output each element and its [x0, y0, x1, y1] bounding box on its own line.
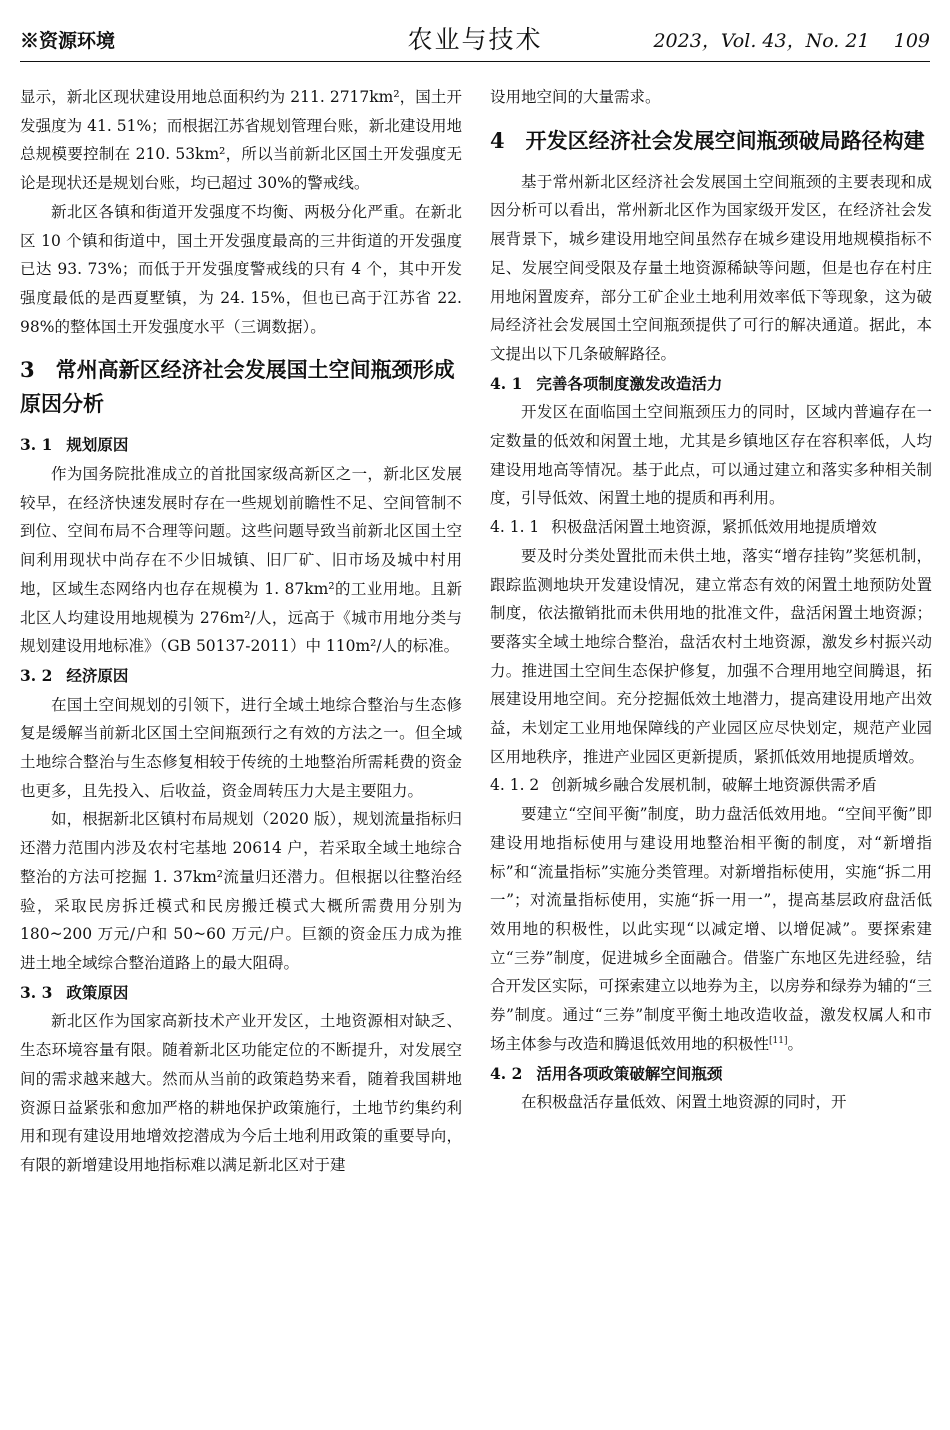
paragraph: 在国土空间规划的引领下，进行全域土地综合整治与生态修复是缓解当前新北区国土空间瓶颈行之有效的方法之一。但全域土地综合整治与生态修复相较于传统的土地整治所需耗费的资金也更多，且先投入、后收益，资金周转压力大是主要阻力。	[20, 695, 462, 800]
paragraph: 新北区各镇和街道开发强度不均衡、两极分化严重。在新北区 10 个镇和街道中，国土开发强度最高的三井街道的开发强度已达 93. 73%；而低于开发强度警戒线的只有 4 个，其中开发强度最低的是西夏墅镇，为 24. 15%，但也已高于江苏省 22. 98%的整体国土开发强度水平（三调数据）。	[20, 202, 462, 336]
heading-number: 3. 3	[20, 982, 53, 1002]
subsubsection-heading-4-1-1	[490, 513, 932, 542]
paragraph: 基于常州新北区经济社会发展国土空间瓶颈的主要表现和成因分析可以看出，常州新北区作为国家级开发区，在经济社会发展背景下，城乡建设用地空间虽然存在城乡建设用地规模指标不足、发展空间受限及存量土地资源稀缺等问题，但是也存在村庄用地闲置废弃，部分工矿企业土地利用效率低下等现象，这为破局经济社会发展国土空间瓶颈提供了可行的解决通道。据此，本文提出以下几条破解路径。	[490, 172, 932, 363]
page-header	[20, 20, 930, 58]
paragraph: 新北区作为国家高新技术产业开发区，土地资源相对缺乏、生态环境容量有限。随着新北区功能定位的不断提升，对发展空间的需求越来越大。然而从当前的政策趋势来看，随着我国耕地资源日益紧张和愈加严格的耕地保护政策施行，土地节约集约利用和现有建设用地增效挖潜成为今后土地利用政策的重要导向，有限的新增建设用地指标难以满足新北区对于建	[20, 1012, 462, 1174]
subsection-heading-4-1	[490, 370, 932, 399]
section-heading-3: 3 常州高新区经济社会发展国土空间瓶颈形成原因分析	[20, 357, 455, 417]
paragraph: 作为国务院批准成立的首批国家级高新区之一，新北区发展较早，在经济快速发展时存在一些规划前瞻性不足、空间管制不到位、空间布局不合理等问题。这些问题导致当前新北区国土空间利用现状中尚存在不少旧城镇、旧厂矿、旧市场及城中村用地，区域生态网络内也存在规模为 1. 87km²的工业用地。且新北区人均建设用地规模为 276m²/人，远高于《城市用地分类与规划建设用地标准》（GB 50137-2011）中 110m²/人的标准。	[20, 465, 462, 656]
issue-info	[653, 26, 930, 53]
heading-text: 活用各项政策破解空间瓶颈	[536, 1063, 723, 1083]
paragraph-end: 。	[787, 1034, 804, 1053]
left-column	[20, 83, 462, 1180]
heading-number: 4. 1. 2	[490, 776, 540, 795]
citation-ref: [11]	[769, 1035, 788, 1046]
heading-number: 3. 2	[20, 665, 53, 685]
subsection-heading-4-2	[490, 1060, 932, 1089]
paragraph: 设用地空间的大量需求。	[490, 88, 661, 106]
journal-title: 农业与技术	[407, 25, 543, 54]
subsection-heading-3-3	[20, 979, 462, 1008]
section-heading-4: 4 开发区经济社会发展空间瓶颈破局路径构建	[490, 127, 925, 153]
heading-text: 积极盘活闲置土地资源，紧抓低效用地提质增效	[551, 518, 877, 537]
paragraph: 在积极盘活存量低效、闲置土地资源的同时，开	[521, 1093, 847, 1112]
page-number: 109	[893, 30, 930, 52]
paragraph: 显示，新北区现状建设用地总面积约为 211. 2717km²，国土开发强度为 41. 51%；而根据江苏省规划管理台账，新北建设用地总规模要控制在 210. 53km²，所以当前新北区国土开发强度无论是现状还是规划台账，均已超过 30%的警戒线。	[20, 88, 462, 193]
heading-number: 4. 1. 1	[490, 518, 540, 537]
heading-text: 规划原因	[66, 435, 129, 455]
section-label: ※资源环境	[20, 30, 116, 52]
heading-text: 创新城乡融合发展机制，破解土地资源供需矛盾	[551, 776, 877, 795]
heading-number: 3. 1	[20, 435, 53, 455]
subsection-heading-3-2	[20, 662, 462, 691]
paragraph	[490, 800, 932, 1058]
header-rule	[20, 61, 930, 62]
heading-text: 政策原因	[66, 982, 129, 1002]
right-column	[490, 83, 932, 1117]
issue-citation: 2023，Vol. 43，No. 21	[653, 30, 870, 52]
subsection-heading-3-1	[20, 431, 462, 460]
heading-number: 4. 2	[490, 1063, 523, 1083]
paragraph: 开发区在面临国土空间瓶颈压力的同时，区域内普遍存在一定数量的低效和闲置土地，尤其是乡镇地区存在容积率低，人均建设用地高等情况。基于此点，可以通过建立和落实多种相关制度，引导低效、闲置土地的提质和再利用。	[490, 403, 932, 508]
paragraph-text: 要建立“空间平衡”制度，助力盘活低效用地。“空间平衡”即建设用地指标使用与建设用地整治相平衡的制度，对“新增指标”和“流量指标”实施分类管理。对新增指标使用，实施“拆二用一”；对流量指标使用，实施“拆一用一”，提高基层政府盘活低效用地的积极性，以此实现“以减定增、以增促减”。要探索建立“三券”制度，促进城乡全面融合。借鉴广东地区先进经验，结合开发区实际，可探索建立以地券为主，以房券和绿券为辅的“三券”制度。通过“三券”制度平衡土地改造收益，激发权属人和市场主体参与改造和腾退低效用地的积极性	[490, 805, 932, 1053]
heading-text: 经济原因	[66, 665, 129, 685]
subsubsection-heading-4-1-2	[490, 771, 932, 800]
heading-number: 4. 1	[490, 373, 523, 393]
paragraph: 要及时分类处置批而未供土地，落实“增存挂钩”奖惩机制，跟踪监测地块开发建设情况，建立常态有效的闲置土地预防处置制度，依法撤销批而未供用地的批准文件，盘活闲置土地资源；要落实全域土地综合整治，盘活农村土地资源，激发乡村振兴动力。推进国土空间生态保护修复，加强不合理用地空间腾退，拓展建设用地空间。充分挖掘低效土地潜力，提高建设用地产出效益，未划定工业用地保障线的产业园区应尽快划定，规范产业园区用地秩序，推进产业园区更新提质，紧抓低效用地提质增效。	[490, 546, 932, 766]
paragraph: 如，根据新北区镇村布局规划（2020 版），规划流量指标归还潜力范围内涉及农村宅基地 20614 户，若采取全域土地综合整治的方法可挖掘 1. 37km²流量归还潜力。但根据以往整治经验，采取民房拆迁模式和民房搬迁模式大概所需费用分别为 180~200 万元/户和 50~60 万元/户。巨额的资金压力成为推进土地全域综合整治道路上的最大阻碍。	[20, 810, 462, 972]
heading-text: 完善各项制度激发改造活力	[536, 373, 723, 393]
